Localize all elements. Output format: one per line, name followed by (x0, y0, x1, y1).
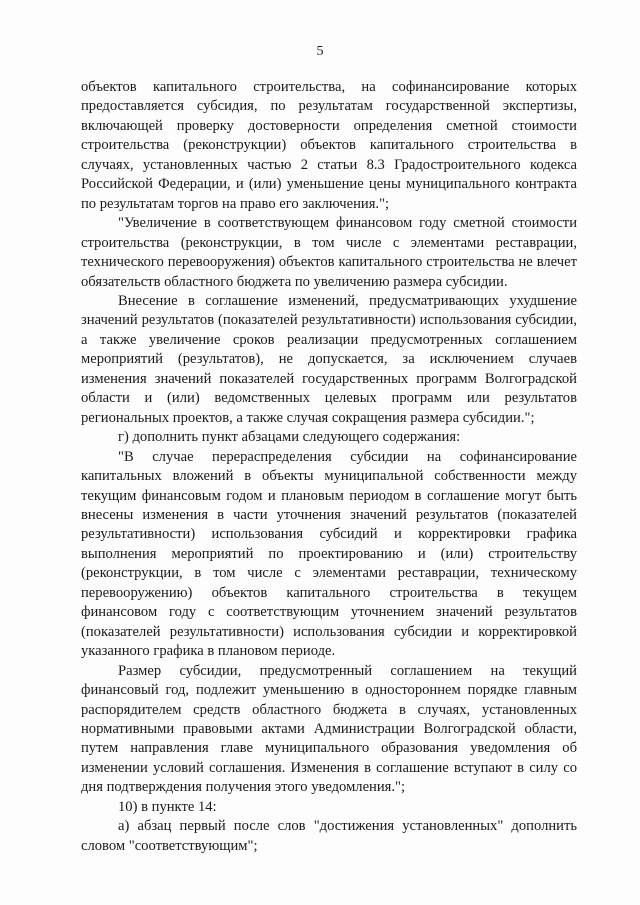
page-number: 5 (316, 44, 324, 59)
paragraph: Размер субсидии, предусмотренный соглашением на текущий финансовый год, подлежит уменьшению в одностороннем порядке главным распорядителем средств областного бюджета в случаях, установленных нормативными правовыми актами Администрации Волгоградской области, путем направления главе муниципального образования уведомления об изменении условий соглашения. Изменения в соглашение вступают в силу со дня подтверждения получения этого уведомления."; (81, 662, 577, 796)
paragraph: "Увеличение в соответствующем финансовом году сметной стоимости строительства (реконструкции, в том числе с элементами реставрации, технического перевооружения) объектов капитального строительства не влечет обязательств областного бюджета по увеличению размера субсидии. (81, 215, 577, 290)
document-body (81, 78, 577, 856)
paragraph: 10) в пункте 14: (118, 798, 217, 815)
paragraph: а) абзац первый после слов "достижения установленных" дополнить словом "соответствующим"; (81, 818, 577, 854)
paragraph: объектов капитального строительства, на софинансирование которых предоставляется субсидия, по результатам государственной экспертизы, включающей проверку достоверности определения сметной стоимости строительства (реконструкции) объектов капитального строительства в случаях, установленных частью 2 статьи 8.3 Градостроительного кодекса Российской Федерации, и (или) уменьшение цены муниципального контракта по результатам торгов на право его заключения."; (81, 79, 577, 212)
paragraph: Внесение в соглашение изменений, предусматривающих ухудшение значений результатов (показателей результативности) использования субсидии, а также увеличение сроков реализации предусмотренных соглашением мероприятий (результатов), не допускается, за исключением случаев изменения значений показателей государственных программ Волгоградской области и (или) ведомственных целевых программ или результатов региональных проектов, а также случая сокращения размера субсидии."; (81, 292, 577, 426)
paragraph: г) дополнить пункт абзацами следующего содержания: (118, 429, 461, 446)
paragraph: "В случае перераспределения субсидии на софинансирование капитальных вложений в объекты муниципальной собственности между текущим финансовым годом и плановым периодом в соглашение могут быть внесены изменения в части уточнения значений результатов (показателей результативности) использования субсидий и корректировки графика выполнения мероприятий по проектированию и (или) строительству (реконструкции, в том числе с элементами реставрации, техническому перевооружению) объектов капитального строительства в текущем финансовом году с соответствующим уточнением значений результатов (показателей результативности) использования субсидии и корректировкой указанного графика в плановом периоде. (81, 448, 577, 660)
